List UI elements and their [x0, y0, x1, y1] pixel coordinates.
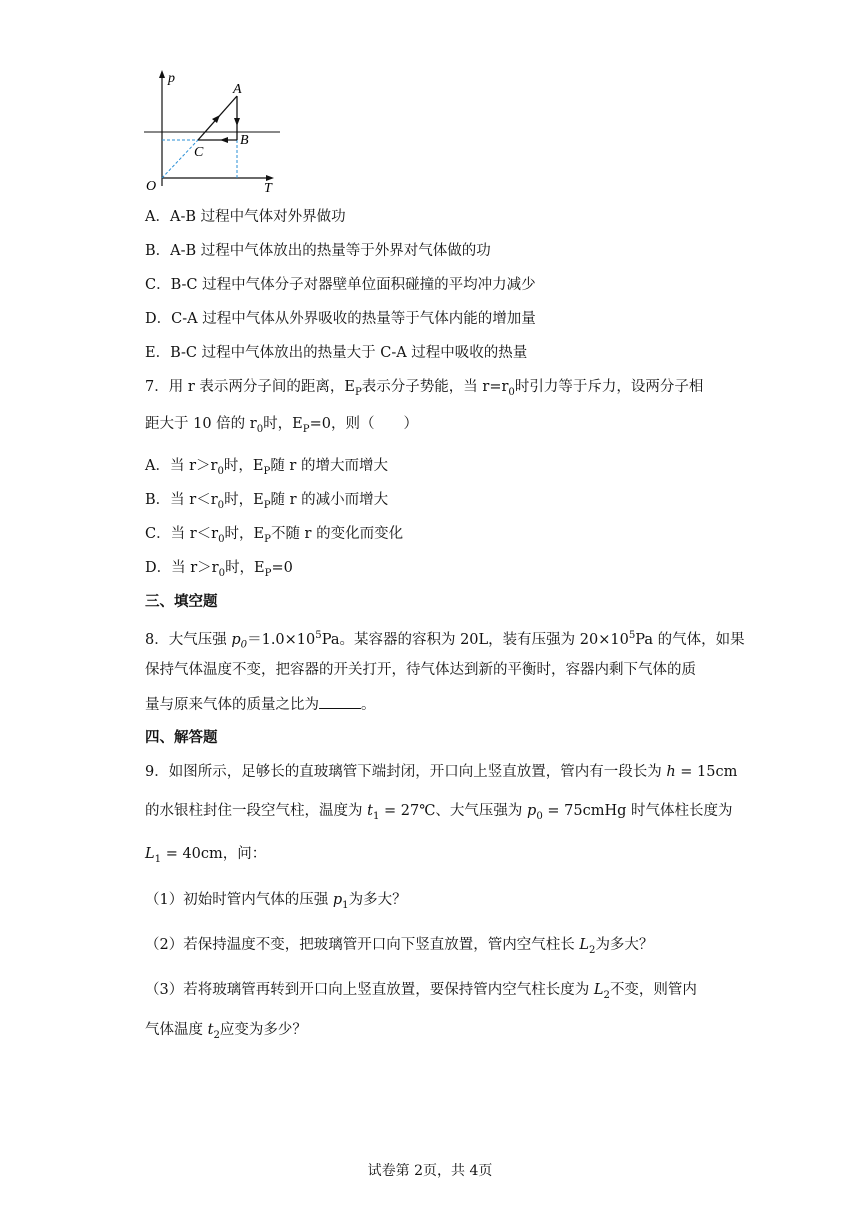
q9-sub3: （3）若将玻璃管再转到开口向上竖直放置，要保持管内空气柱长度为 $L_2$不变，则管内 [145, 982, 697, 1001]
section-4-heading: 四、解答题 [145, 729, 218, 746]
arrow-a-b [234, 118, 240, 126]
q6-option-a: A．A-B 过程中气体对外界做功 [145, 209, 346, 225]
p-t-diagram [140, 68, 290, 194]
q6-option-e: E．B-C 过程中气体放出的热量大于 C-A 过程中吸收的热量 [145, 345, 528, 361]
q9-line3: $L_1 = 40cm$，问： [145, 846, 267, 865]
q7-option-c: C．当 $r<r_0$时，$E_P$不随 r 的变化而变化 [145, 526, 404, 545]
page-footer: 试卷第 2页，共 4页 [367, 1163, 493, 1179]
q7-option-d: D．当 $r>r_0$时，$E_P=0$ [145, 560, 293, 579]
q9-line1: 9．如图所示，足够长的直玻璃管下端封闭，开口向上竖直放置，管内有一段长为 h = 15cm [145, 764, 738, 780]
q8-line3: 量与原来气体的质量之比为 。 [145, 694, 376, 715]
q9-sub2: （2）若保持温度不变，把玻璃管开口向下竖直放置，管内空气柱长 $L_2$为多大？ [145, 937, 654, 956]
p-axis-arrow [159, 70, 165, 78]
q9-sub3-cont: 气体温度 $t_2$应变为多少？ [145, 1022, 307, 1041]
q6-option-c: C．B-C 过程中气体分子对器壁单位面积碰撞的平均冲力减少 [145, 277, 536, 293]
arrow-c-a [212, 115, 220, 123]
label-c: C [194, 145, 204, 160]
q7-stem-line2: 距大于 10 倍的 $r_0$时，$E_P=0$，则（ ） [145, 416, 418, 435]
q8-line1: 8．大气压强 $p_0=1.0\times 10^5Pa$。某容器的容积为 20L，装有压强为 $20\times 10^5Pa$ 的气体，如果 [145, 630, 745, 651]
q7-option-a: A．当 $r>r_0$时，$E_P$随 r 的增大而增大 [145, 458, 388, 477]
q9-sub1: （1）初始时管内气体的压强 $p_1$为多大？ [145, 892, 407, 911]
label-p: p [168, 71, 175, 86]
q6-option-b: B．A-B 过程中气体放出的热量等于外界对气体做的功 [145, 243, 491, 259]
q6-option-d: D．C-A 过程中气体从外界吸收的热量等于气体内能的增加量 [145, 311, 536, 327]
answer-blank[interactable] [319, 694, 361, 709]
dashed-line-origin-c [162, 140, 198, 178]
arrow-b-c [220, 137, 228, 143]
q9-line2: 的水银柱封住一段空气柱，温度为 $t_1$ = 27℃、大气压强为 $p_0$ = 75cmHg 时气体柱长度为 [145, 803, 733, 822]
q7-option-b: B．当 $r<r_0$时，$E_P$随 r 的减小而增大 [145, 492, 389, 511]
label-t: T [264, 181, 272, 194]
section-3-heading: 三、填空题 [145, 593, 218, 610]
q8-line2: 保持气体温度不变，把容器的开关打开，待气体达到新的平衡时，容器内剩下气体的质 [145, 662, 696, 678]
label-o: O [146, 179, 157, 194]
q7-stem-line1: 7．用 r 表示两分子间的距离，$E_P$表示分子势能，当 $r=r_0$时引力等于斥力，设两分子相 [145, 379, 704, 398]
label-a: A [233, 82, 242, 97]
label-b: B [240, 133, 249, 148]
